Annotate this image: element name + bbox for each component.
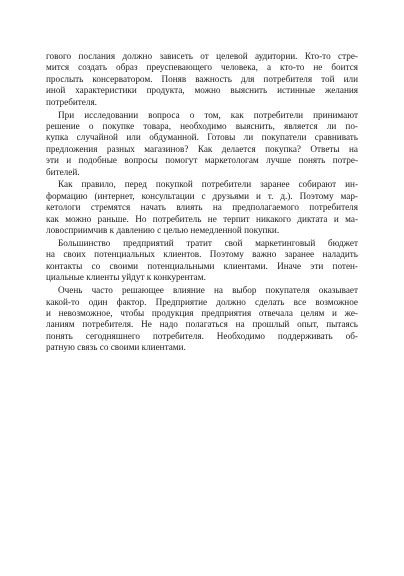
- paragraph-line: кетологи стремятся начать влиять на предполагаемого потребителя: [46, 202, 358, 213]
- paragraph-line: ратную связь со своими клиентами.: [46, 342, 186, 353]
- paragraph-1: [46, 51, 358, 108]
- paragraph-line: контакты со своими потенциальными клиентами. Иначе эти потен-: [46, 260, 358, 271]
- paragraph-line: формацию (интернет, консультации с друзьями и т. д.). Поэтому мар-: [46, 190, 358, 201]
- paragraph-line: предложения разных магазинов? Как делается покупка? Ответы на: [46, 143, 358, 154]
- paragraph-5: [46, 285, 358, 353]
- paragraph-line: купка случайной или обдуманной. Готовы ли покупатели сравнивать: [46, 132, 358, 143]
- paragraph-line: прослыть консерватором. Поняв важность для потребителя той или: [46, 73, 358, 84]
- paragraph-line: решение о покупке товара, необходимо выяснить, является ли по-: [46, 120, 358, 131]
- paragraph-line: ловосприимчив к давлению с целью немедленной покупки.: [46, 225, 280, 236]
- paragraph-line: Очень часто решающее влияние на выбор покупателя оказывает: [58, 285, 358, 296]
- paragraph-line: циальные клиенты уйдут к конкурентам.: [46, 272, 206, 283]
- body-text: [46, 51, 358, 355]
- paragraph-line: на своих потенциальных клиентов. Поэтому важно заранее наладить: [46, 249, 358, 260]
- paragraph-line: понять сегодняшнего потребителя. Необходимо поддерживать об-: [46, 330, 358, 341]
- paragraph-line: потребителя.: [46, 96, 97, 107]
- paragraph-3: [46, 179, 358, 236]
- paragraph-line: ланиям потребителя. Не надо полагаться на прошлый опыт, пытаясь: [46, 319, 358, 330]
- paragraph-line: бителей.: [46, 166, 80, 177]
- paragraph-line: При исследовании вопроса о том, как потребители принимают: [58, 109, 358, 120]
- paragraph-line: какой-то один фактор. Предприятие должно сделать все возможное: [46, 296, 358, 307]
- paragraph-line: Большинство предприятий тратит свой маркетинговый бюджет: [58, 238, 358, 248]
- paragraph-4: [46, 238, 358, 284]
- paragraph-line: эти и подобные вопросы помогут маркетологам лучше понять потре-: [46, 155, 358, 166]
- paragraph-line: как можно раньше. Но потребитель не терпит никакого диктата и ма-: [46, 213, 358, 224]
- paragraph-line: и невозможное, чтобы продукция предприятия отвечала целям и же-: [46, 307, 358, 318]
- paragraph-line: иной характеристики продукта, можно выяснить истинные желания: [46, 85, 358, 96]
- paragraph-2: [46, 110, 358, 178]
- paragraph-line: гового послания должно зависеть от целевой аудитории. Кто-то стре-: [46, 51, 358, 61]
- paragraph-line: Как правило, перед покупкой потребители заранее собирают ин-: [58, 179, 358, 190]
- paragraph-line: мится создать образ преуспевающего человека, а кто-то не боится: [46, 62, 358, 73]
